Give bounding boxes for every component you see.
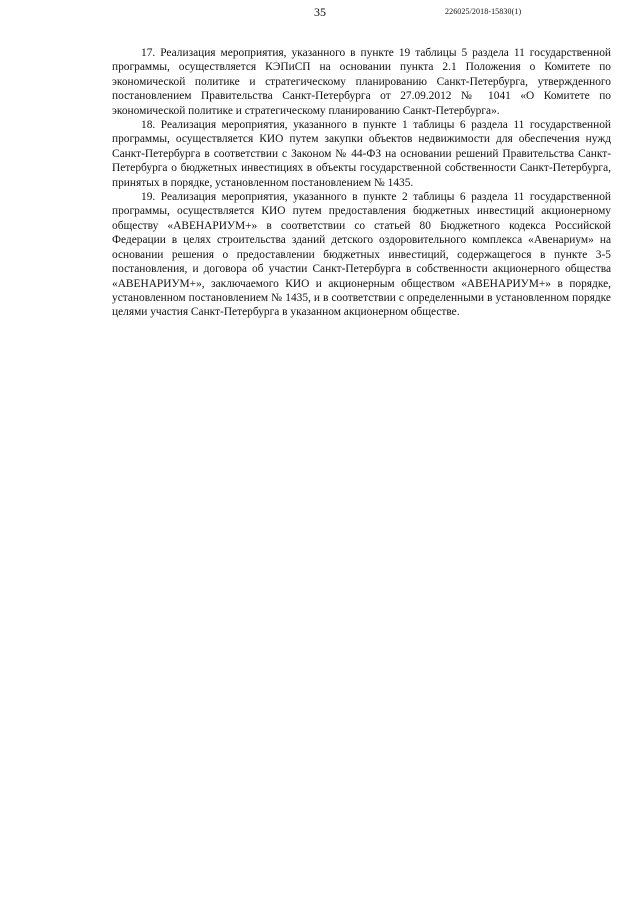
paragraph-17: 17. Реализация мероприятия, указанного в пункте 19 таблицы 5 раздела 11 государственной программы, осуществляется КЭПиСП на основании пункта 2.1 Положения о Комитете по экономической политике и стратегическому планированию Санкт-Петербурга, утвержденного постановлением Правительства Санкт-Петербурга от 27.09.2012 № 1041 «О Комитете по экономической политике и стратегическому планированию Санкт-Петербурга». bbox=[112, 47, 611, 117]
paragraph-18: 18. Реализация мероприятия, указанного в пункте 1 таблицы 6 раздела 11 государственной программы, осуществляется КИО путем закупки объектов недвижимости для обеспечения нужд Санкт-Петербурга в соответствии с Законом № 44-ФЗ на основании решений Правительства Санкт-Петербурга о бюджетных инвестициях в объекты государственной собственности Санкт-Петербурга, принятых в порядке, установленном постановлением № 1435. bbox=[112, 119, 611, 189]
document-body bbox=[112, 46, 611, 320]
paragraph-19: 19. Реализация мероприятия, указанного в пункте 2 таблицы 6 раздела 11 государственной программы, осуществляется КИО путем предоставления бюджетных инвестиций акционерному обществу «АВЕНАРИУМ+» в соответствии со статьей 80 Бюджетного кодекса Российской Федерации в целях строительства зданий детского оздоровительного комплекса «Авенариум» на основании решения о предоставлении бюджетных инвестиций, содержащегося в пункте 3-5 постановления, и договора об участии Санкт-Петербурга в собственности акционерного общества «АВЕНАРИУМ+», заключаемого КИО и акционерным обществом «АВЕНАРИУМ+» в порядке, установленном постановлением № 1435, и в соответствии с определенными в установленном порядке целями участия Санкт-Петербурга в указанном акционерном обществе. bbox=[112, 191, 611, 319]
page-number: 35 bbox=[314, 5, 326, 19]
document-id: 226025/2018-15830(1) bbox=[445, 7, 522, 16]
